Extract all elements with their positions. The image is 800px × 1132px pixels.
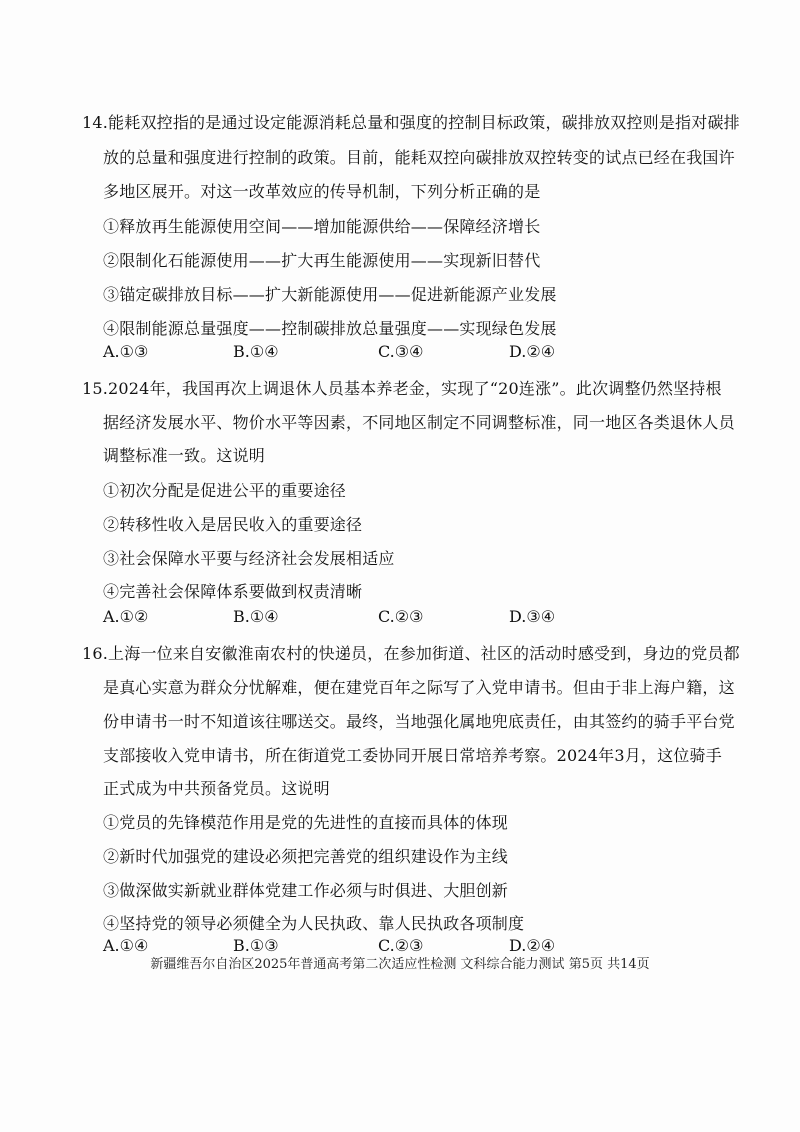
page-footer: 新疆维吾尔自治区2025年普通高考第二次适应性检测 文科综合能力测试 第5页 共14页	[150, 957, 650, 972]
option-a: A.①④	[103, 936, 149, 955]
statement-1: ①初次分配是促进公平的重要途径	[103, 481, 347, 500]
question-text-line: 16.上海一位来自安徽淮南农村的快递员，在参加街道、社区的活动时感受到，身边的党员都	[82, 644, 740, 663]
statement-4: ④完善社会保障体系要做到权责清晰	[103, 582, 363, 601]
option-b: B.①④	[233, 342, 279, 361]
statement-2: ②转移性收入是居民收入的重要途径	[103, 515, 363, 534]
question-text-line: 放的总量和强度进行控制的政策。目前，能耗双控向碳排放双控转变的试点已经在我国许	[103, 148, 735, 167]
option-b: B.①③	[233, 936, 279, 955]
option-b: B.①④	[233, 607, 279, 626]
statement-1: ①释放再生能源使用空间——增加能源供给——保障经济增长	[103, 217, 541, 236]
option-d: D.③④	[509, 607, 556, 626]
option-a: A.①③	[103, 342, 149, 361]
question-text-line: 调整标准一致。这说明	[103, 446, 266, 465]
question-text-line: 15.2024年，我国再次上调退休人员基本养老金，实现了“20连涨”。此次调整仍然坚持根	[82, 379, 722, 398]
question-text-line: 正式成为中共预备党员。这说明	[103, 779, 330, 798]
question-text-line: 支部接收入党申请书，所在街道党工委协同开展日常培养考察。2024年3月，这位骑手	[103, 746, 722, 765]
option-a: A.①②	[103, 607, 149, 626]
statement-3: ③做深做实新就业群体党建工作必须与时俱进、大胆创新	[103, 881, 509, 900]
statement-2: ②限制化石能源使用——扩大再生能源使用——实现新旧替代	[103, 251, 541, 270]
statement-2: ②新时代加强党的建设必须把完善党的组织建设作为主线	[103, 847, 509, 866]
option-c: C.②③	[378, 607, 424, 626]
statement-4: ④限制能源总量强度——控制碳排放总量强度——实现绿色发展	[103, 319, 557, 338]
option-c: C.②③	[378, 936, 424, 955]
question-text-line: 多地区展开。对这一改革效应的传导机制，下列分析正确的是	[103, 182, 541, 201]
option-d: D.②④	[509, 342, 556, 361]
option-c: C.③④	[378, 342, 424, 361]
option-d: D.②④	[509, 936, 556, 955]
question-text-line: 是真心实意为群众分忧解难，便在建党百年之际写了入党申请书。但由于非上海户籍，这	[103, 678, 735, 697]
statement-4: ④坚持党的领导必须健全为人民执政、靠人民执政各项制度	[103, 914, 525, 933]
statement-1: ①党员的先锋模范作用是党的先进性的直接而具体的体现	[103, 813, 509, 832]
question-text-line: 据经济发展水平、物价水平等因素，不同地区制定不同调整标准，同一地区各类退休人员	[103, 413, 735, 432]
statement-3: ③锚定碳排放目标——扩大新能源使用——促进新能源产业发展	[103, 285, 557, 304]
statement-3: ③社会保障水平要与经济社会发展相适应	[103, 549, 395, 568]
question-text-line: 份申请书一时不知道该往哪送交。最终，当地强化属地兜底责任，由其签约的骑手平台党	[103, 712, 735, 731]
question-text-line: 14.能耗双控指的是通过设定能源消耗总量和强度的控制目标政策，碳排放双控则是指对碳排	[82, 113, 740, 132]
